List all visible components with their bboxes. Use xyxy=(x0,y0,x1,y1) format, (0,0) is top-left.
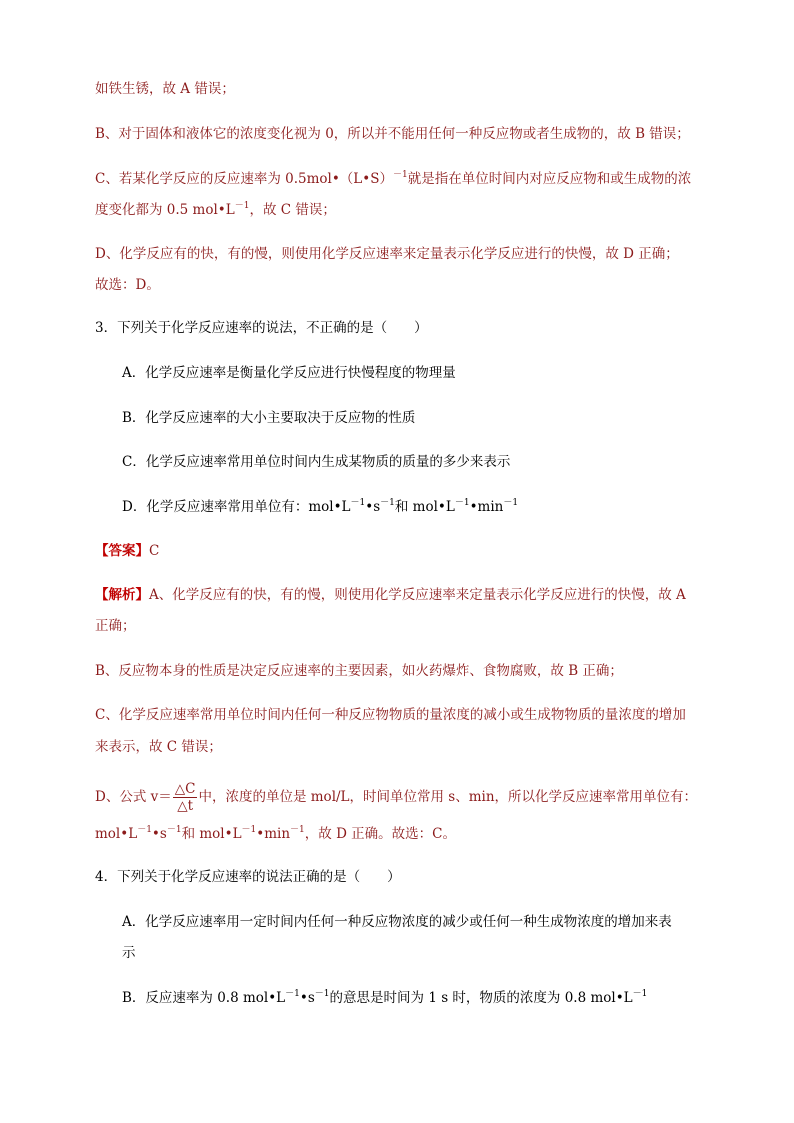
prev-explanation-b: B、对于固体和液体它的浓度变化视为 0，所以并不能用任何一种反应物或者生成物的，故 B 错误； xyxy=(95,126,690,142)
question-3-analysis-d1: D、公式 v＝ $\frac{\triangle C}{\triangle t}$ 中，浓度的单位是 mol/L，时间单位常用 s、min，所以化学反应速率常用单位有： xyxy=(95,781,698,814)
question-4-option-a1: A．化学反应速率用一定时间内任何一种反应物浓度的减少或任何一种生成物浓度的增加来表 xyxy=(122,914,672,930)
prev-explanation-choice: 故选：D。 xyxy=(95,277,160,293)
answer-value: C xyxy=(149,543,160,559)
question-3-analysis-d2: $mol•L^{-1}•s^{-1}$和 $mol•L^{-1}•\min^{-1}$，故 D 正确。故选：C。 xyxy=(95,825,457,842)
formula-fraction: $\frac{\triangle C}{\triangle t}$ xyxy=(174,781,196,814)
question-3-option-a: A．化学反应速率是衡量化学反应进行快慢程度的物理量 xyxy=(122,365,456,381)
question-3-analysis-a2: 正确； xyxy=(95,618,136,634)
question-3-option-d: D．化学反应速率常用单位有：$mol•L^{-1}•s^{-1}$和 $mol•L^{-1}•\min^{-1}$ xyxy=(122,498,519,515)
question-4-stem: 4．下列关于化学反应速率的说法正确的是（ ） xyxy=(95,869,401,885)
question-3-stem: 3．下列关于化学反应速率的说法，不正确的是（ ） xyxy=(95,320,428,336)
prev-explanation-c-line2: 度变化都为 0.5 $mol•L^{-1}$，故 C 错误； xyxy=(95,201,336,218)
prev-explanation-c-line1: C、若某化学反应的反应速率为 0.5mol•（L•S）$^{-1}$就是指在单位时间内对应反应物和或生成物的浓 xyxy=(95,170,692,187)
question-3-option-b: B．化学反应速率的大小主要取决于反应物的性质 xyxy=(122,410,416,426)
analysis-label: 【解析】 xyxy=(95,587,149,603)
prev-explanation-d: D、化学反应有的快，有的慢，则使用化学反应速率来定量表示化学反应进行的快慢，故 D 正确； xyxy=(95,246,679,262)
question-3-analysis-c2: 来表示，故 C 错误； xyxy=(95,739,222,755)
question-3-option-c: C．化学反应速率常用单位时间内生成某物质的质量的多少来表示 xyxy=(122,454,511,470)
question-3-analysis-c1: C、化学反应速率常用单位时间内任何一种反应物物质的量浓度的减小或生成物物质的量浓度的增加 xyxy=(95,707,686,723)
prev-explanation-line: 如铁生锈，故 A 错误； xyxy=(95,81,235,97)
question-3-answer xyxy=(95,541,159,561)
answer-label: 【答案】 xyxy=(95,543,149,559)
question-3-analysis-b: B、反应物本身的性质是决定反应速率的主要因素，如火药爆炸、食物腐败，故 B 正确； xyxy=(95,663,623,679)
question-4-option-b: B．反应速率为 0.8 $mol•L^{-1}•s^{-1}$的意思是时间为 1 s 时，物质的浓度为 0.8 $mol•L^{-1}$ xyxy=(122,989,648,1006)
question-3-analysis-a1: 【解析】A、化学反应有的快，有的慢，则使用化学反应速率来定量表示化学反应进行的快慢，故 A xyxy=(95,587,686,603)
question-4-option-a2: 示 xyxy=(122,945,136,961)
